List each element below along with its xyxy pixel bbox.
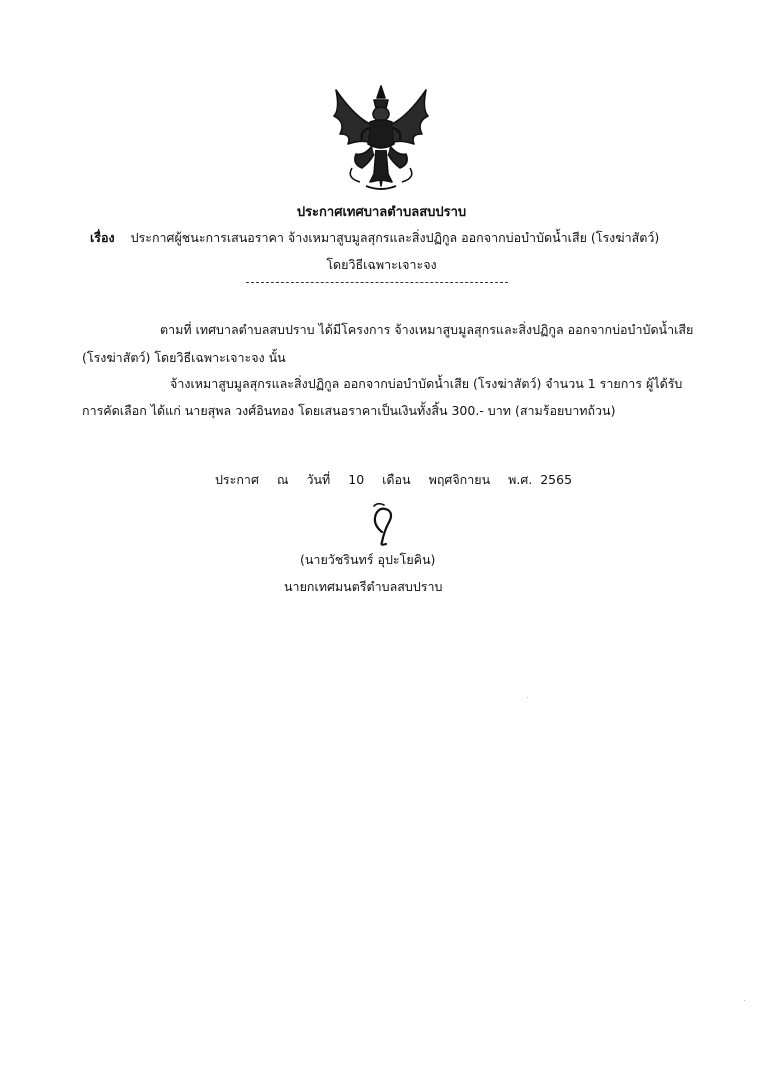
date-month-label: เดือน	[382, 472, 411, 487]
body-paragraph-line-1: ตามที่ เทศบาลตำบลสบปราบ ได้มีโครงการ จ้างเหมาสูบมูลสุกรและสิ่งปฏิกูล ออกจากบ่อบำบัดน้ำเสีย	[160, 322, 694, 337]
subject-line	[90, 228, 690, 248]
date-day-label: วันที่	[306, 472, 331, 487]
date-at: ณ	[276, 472, 289, 487]
garuda-emblem-icon	[326, 82, 436, 194]
dashed-divider	[246, 282, 508, 283]
subject-method: โดยวิธีเฉพาะเจาะจง	[326, 257, 437, 272]
date-prefix: ประกาศ	[215, 472, 259, 487]
date-year-label: พ.ศ.	[508, 472, 533, 487]
handwritten-signature	[360, 502, 410, 546]
date-year: 2565	[540, 472, 573, 487]
date-month: พฤศจิกายน	[428, 472, 491, 487]
announcement-title: ประกาศเทศบาลตำบลสบปราบ	[296, 205, 467, 220]
subject-text: ประกาศผู้ชนะการเสนอราคา จ้างเหมาสูบมูลสุกรและสิ่งปฏิกูล ออกจากบ่อบำบัดน้ำเสีย (โรงฆ่าสัตว์)	[130, 230, 660, 245]
signer-position: นายกเทศมนตรีตำบลสบปราบ	[284, 579, 443, 594]
body-paragraph-line-2: (โรงฆ่าสัตว์) โดยวิธีเฉพาะเจาะจง นั้น	[82, 350, 286, 365]
subject-label: เรื่อง	[90, 230, 115, 245]
body-paragraph-line-4: การคัดเลือก ได้แก่ นายสุพล วงศ์อินทอง โดยเสนอราคาเป็นเงินทั้งสิ้น 300.- บาท (สามร้อยบาทถ้วน)	[82, 403, 616, 418]
date-day: 10	[348, 472, 365, 487]
announcement-date	[215, 470, 586, 490]
scan-speck	[744, 1000, 745, 1001]
signer-name: (นายวัชรินทร์ อุปะโยคิน)	[300, 552, 436, 567]
scan-speck	[527, 697, 528, 698]
body-paragraph-line-3: จ้างเหมาสูบมูลสุกรและสิ่งปฏิกูล ออกจากบ่อบำบัดน้ำเสีย (โรงฆ่าสัตว์) จำนวน 1 รายการ ผู้ได้รับ	[170, 376, 683, 391]
